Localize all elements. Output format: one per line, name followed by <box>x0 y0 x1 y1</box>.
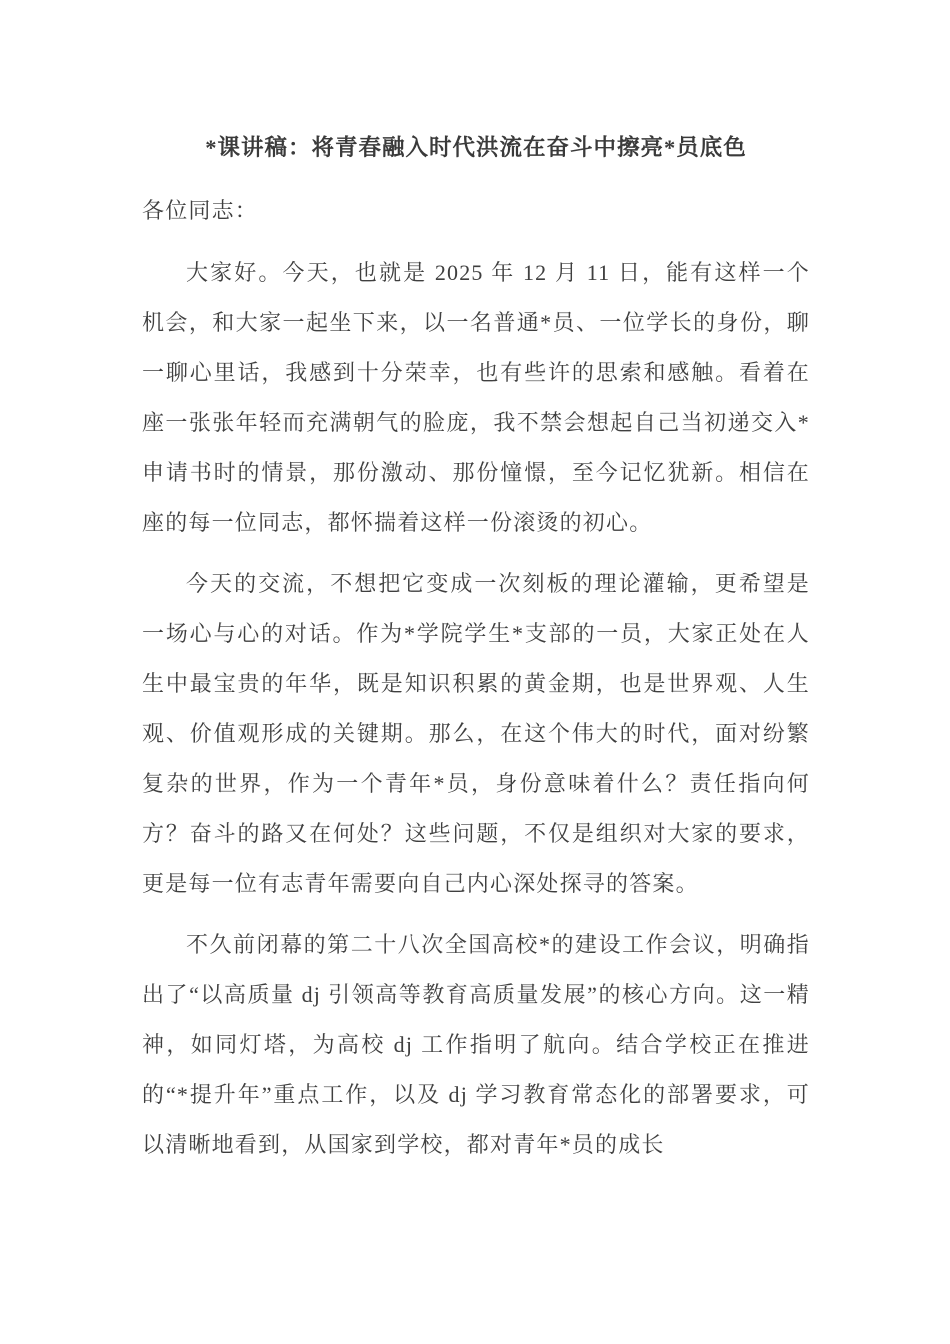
document-title: *课讲稿：将青春融入时代洪流在奋斗中擦亮*员底色 <box>205 135 747 160</box>
salutation: 各位同志： <box>142 198 259 223</box>
paragraph-2: 今天的交流，不想把它变成一次刻板的理论灌输，更希望是一场心与心的对话。作为*学院学生*支部的一员，大家正处在人生中最宝贵的年华，既是知识积累的黄金期，也是世界观、人生观、价值观形成的关键期。那么，在这个伟大的时代，面对纷繁复杂的世界，作为一个青年*员，身份意味着什么？责任指向何方？奋斗的路又在何处？这些问题，不仅是组织对大家的要求，更是每一位有志青年需要向自己内心深处探寻的答案。 <box>142 571 810 896</box>
paragraph-1: 大家好。今天，也就是 2025 年 12 月 11 日，能有这样一个机会，和大家一起坐下来，以一名普通*员、一位学长的身份，聊一聊心里话，我感到十分荣幸，也有些许的思索和感触。看着在座一张张年轻而充满朝气的脸庞，我不禁会想起自己当初递交入*申请书时的情景，那份激动、那份憧憬，至今记忆犹新。相信在座的每一位同志，都怀揣着这样一份滚烫的初心。 <box>142 260 810 535</box>
paragraph-3: 不久前闭幕的第二十八次全国高校*的建设工作会议，明确指出了“以高质量 dj 引领高等教育高质量发展”的核心方向。这一精神，如同灯塔，为高校 dj 工作指明了航向。结合学校正在推进的“*提升年”重点工作，以及 dj 学习教育常态化的部署要求，可以清晰地看到，从国家到学校，都对青年*员的成长 <box>142 932 810 1157</box>
